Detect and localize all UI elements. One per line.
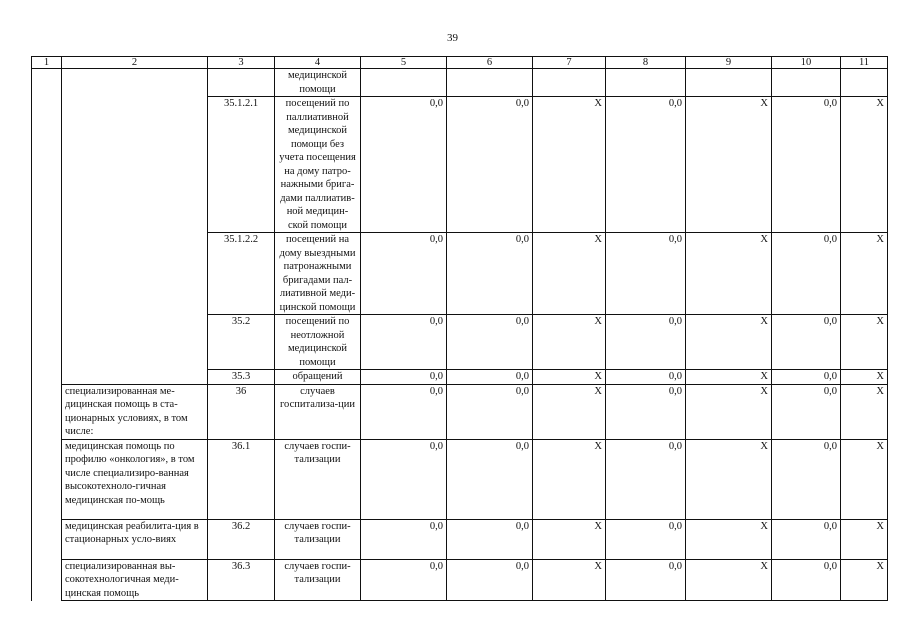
row-name-cell: специализированная ме-дицинская помощь в ста-ционарных условиях, в том числе: <box>62 384 208 439</box>
value-cell: 0,0 <box>606 97 686 233</box>
value-cell: 0,0 <box>447 315 533 370</box>
value-cell: Х <box>533 439 606 519</box>
page-number: 39 <box>447 32 458 44</box>
value-cell: Х <box>533 519 606 559</box>
value-cell: Х <box>533 384 606 439</box>
value-cell: 0,0 <box>361 97 447 233</box>
value-cell: 0,0 <box>772 519 841 559</box>
value-cell <box>686 69 772 97</box>
column-header: 7 <box>533 57 606 69</box>
value-cell <box>772 69 841 97</box>
value-cell: 0,0 <box>606 519 686 559</box>
value-cell: 0,0 <box>772 97 841 233</box>
row-name-cell: медицинская реабилита-ция в стационарных усло-виях <box>62 519 208 559</box>
value-cell: 0,0 <box>361 315 447 370</box>
value-cell: 0,0 <box>361 233 447 315</box>
row-number-cell <box>32 69 62 601</box>
value-cell: 0,0 <box>361 519 447 559</box>
row-unit-cell: обращений <box>275 370 361 385</box>
value-cell <box>841 69 888 97</box>
column-header: 6 <box>447 57 533 69</box>
value-cell: Х <box>686 519 772 559</box>
row-code-cell: 35.1.2.1 <box>208 97 275 233</box>
row-unit-cell: посещений на дому выездными патронажными бригадами пал-лиативной меди-цинской помощи <box>275 233 361 315</box>
value-cell: 0,0 <box>772 233 841 315</box>
value-cell: 0,0 <box>606 370 686 385</box>
value-cell: Х <box>841 233 888 315</box>
value-cell: 0,0 <box>361 439 447 519</box>
table-row <box>32 439 888 519</box>
row-unit-cell: посещений по неотложной медицинской помощи <box>275 315 361 370</box>
value-cell: Х <box>841 439 888 519</box>
value-cell: Х <box>841 519 888 559</box>
row-code-cell: 36.2 <box>208 519 275 559</box>
value-cell <box>447 69 533 97</box>
row-unit-cell: случаев госпи-тализации <box>275 519 361 559</box>
row-code-cell <box>208 69 275 97</box>
table-row <box>32 384 888 439</box>
value-cell: Х <box>686 315 772 370</box>
value-cell: Х <box>686 233 772 315</box>
value-cell: 0,0 <box>772 439 841 519</box>
value-cell: Х <box>533 559 606 601</box>
value-cell: Х <box>533 97 606 233</box>
value-cell: Х <box>533 370 606 385</box>
value-cell: Х <box>686 384 772 439</box>
value-cell <box>533 69 606 97</box>
row-code-cell: 35.1.2.2 <box>208 233 275 315</box>
value-cell: Х <box>841 370 888 385</box>
value-cell: 0,0 <box>361 559 447 601</box>
row-name-cell: медицинская помощь по профилю «онкология», в том числе специализиро-ванная высокотехноло-гичная медицинская по-мощь <box>62 439 208 519</box>
column-header: 3 <box>208 57 275 69</box>
row-unit-cell: посещений по паллиативной медицинской помощи без учета посещения на дому патро-нажными брига-дами паллиатив-ной медицин-ской помощи <box>275 97 361 233</box>
row-unit-cell: случаев госпи-тализации <box>275 559 361 601</box>
value-cell: Х <box>841 315 888 370</box>
value-cell: Х <box>686 370 772 385</box>
value-cell: 0,0 <box>606 233 686 315</box>
data-table <box>31 56 888 601</box>
value-cell: 0,0 <box>772 384 841 439</box>
value-cell: 0,0 <box>447 370 533 385</box>
value-cell: 0,0 <box>361 384 447 439</box>
value-cell <box>361 69 447 97</box>
row-name-cell: специализированная вы-сокотехнологичная меди-цинская помощь <box>62 559 208 601</box>
column-header: 2 <box>62 57 208 69</box>
value-cell: 0,0 <box>606 439 686 519</box>
row-unit-cell: случаев госпитализа-ции <box>275 384 361 439</box>
row-code-cell: 35.2 <box>208 315 275 370</box>
value-cell: 0,0 <box>772 559 841 601</box>
value-cell: Х <box>533 315 606 370</box>
value-cell: Х <box>841 559 888 601</box>
column-number-row <box>32 57 888 69</box>
row-name-cell <box>62 69 208 385</box>
value-cell: 0,0 <box>447 97 533 233</box>
value-cell: Х <box>841 97 888 233</box>
value-cell: 0,0 <box>447 519 533 559</box>
column-header: 1 <box>32 57 62 69</box>
value-cell: 0,0 <box>447 384 533 439</box>
row-unit-cell: медицинской помощи <box>275 69 361 97</box>
value-cell: 0,0 <box>447 233 533 315</box>
row-code-cell: 36.3 <box>208 559 275 601</box>
value-cell: Х <box>686 97 772 233</box>
row-code-cell: 35.3 <box>208 370 275 385</box>
value-cell: 0,0 <box>447 439 533 519</box>
value-cell: 0,0 <box>772 370 841 385</box>
value-cell <box>606 69 686 97</box>
value-cell: 0,0 <box>606 315 686 370</box>
column-header: 8 <box>606 57 686 69</box>
table-row <box>32 69 888 97</box>
table-row <box>32 559 888 601</box>
value-cell: Х <box>533 233 606 315</box>
value-cell: Х <box>686 559 772 601</box>
value-cell: Х <box>686 439 772 519</box>
row-code-cell: 36 <box>208 384 275 439</box>
column-header: 9 <box>686 57 772 69</box>
column-header: 4 <box>275 57 361 69</box>
column-header: 11 <box>841 57 888 69</box>
value-cell: 0,0 <box>361 370 447 385</box>
column-header: 5 <box>361 57 447 69</box>
column-header: 10 <box>772 57 841 69</box>
value-cell: 0,0 <box>447 559 533 601</box>
value-cell: 0,0 <box>606 384 686 439</box>
value-cell: 0,0 <box>772 315 841 370</box>
value-cell: Х <box>841 384 888 439</box>
row-unit-cell: случаев госпи-тализации <box>275 439 361 519</box>
value-cell: 0,0 <box>606 559 686 601</box>
row-code-cell: 36.1 <box>208 439 275 519</box>
table-row <box>32 519 888 559</box>
